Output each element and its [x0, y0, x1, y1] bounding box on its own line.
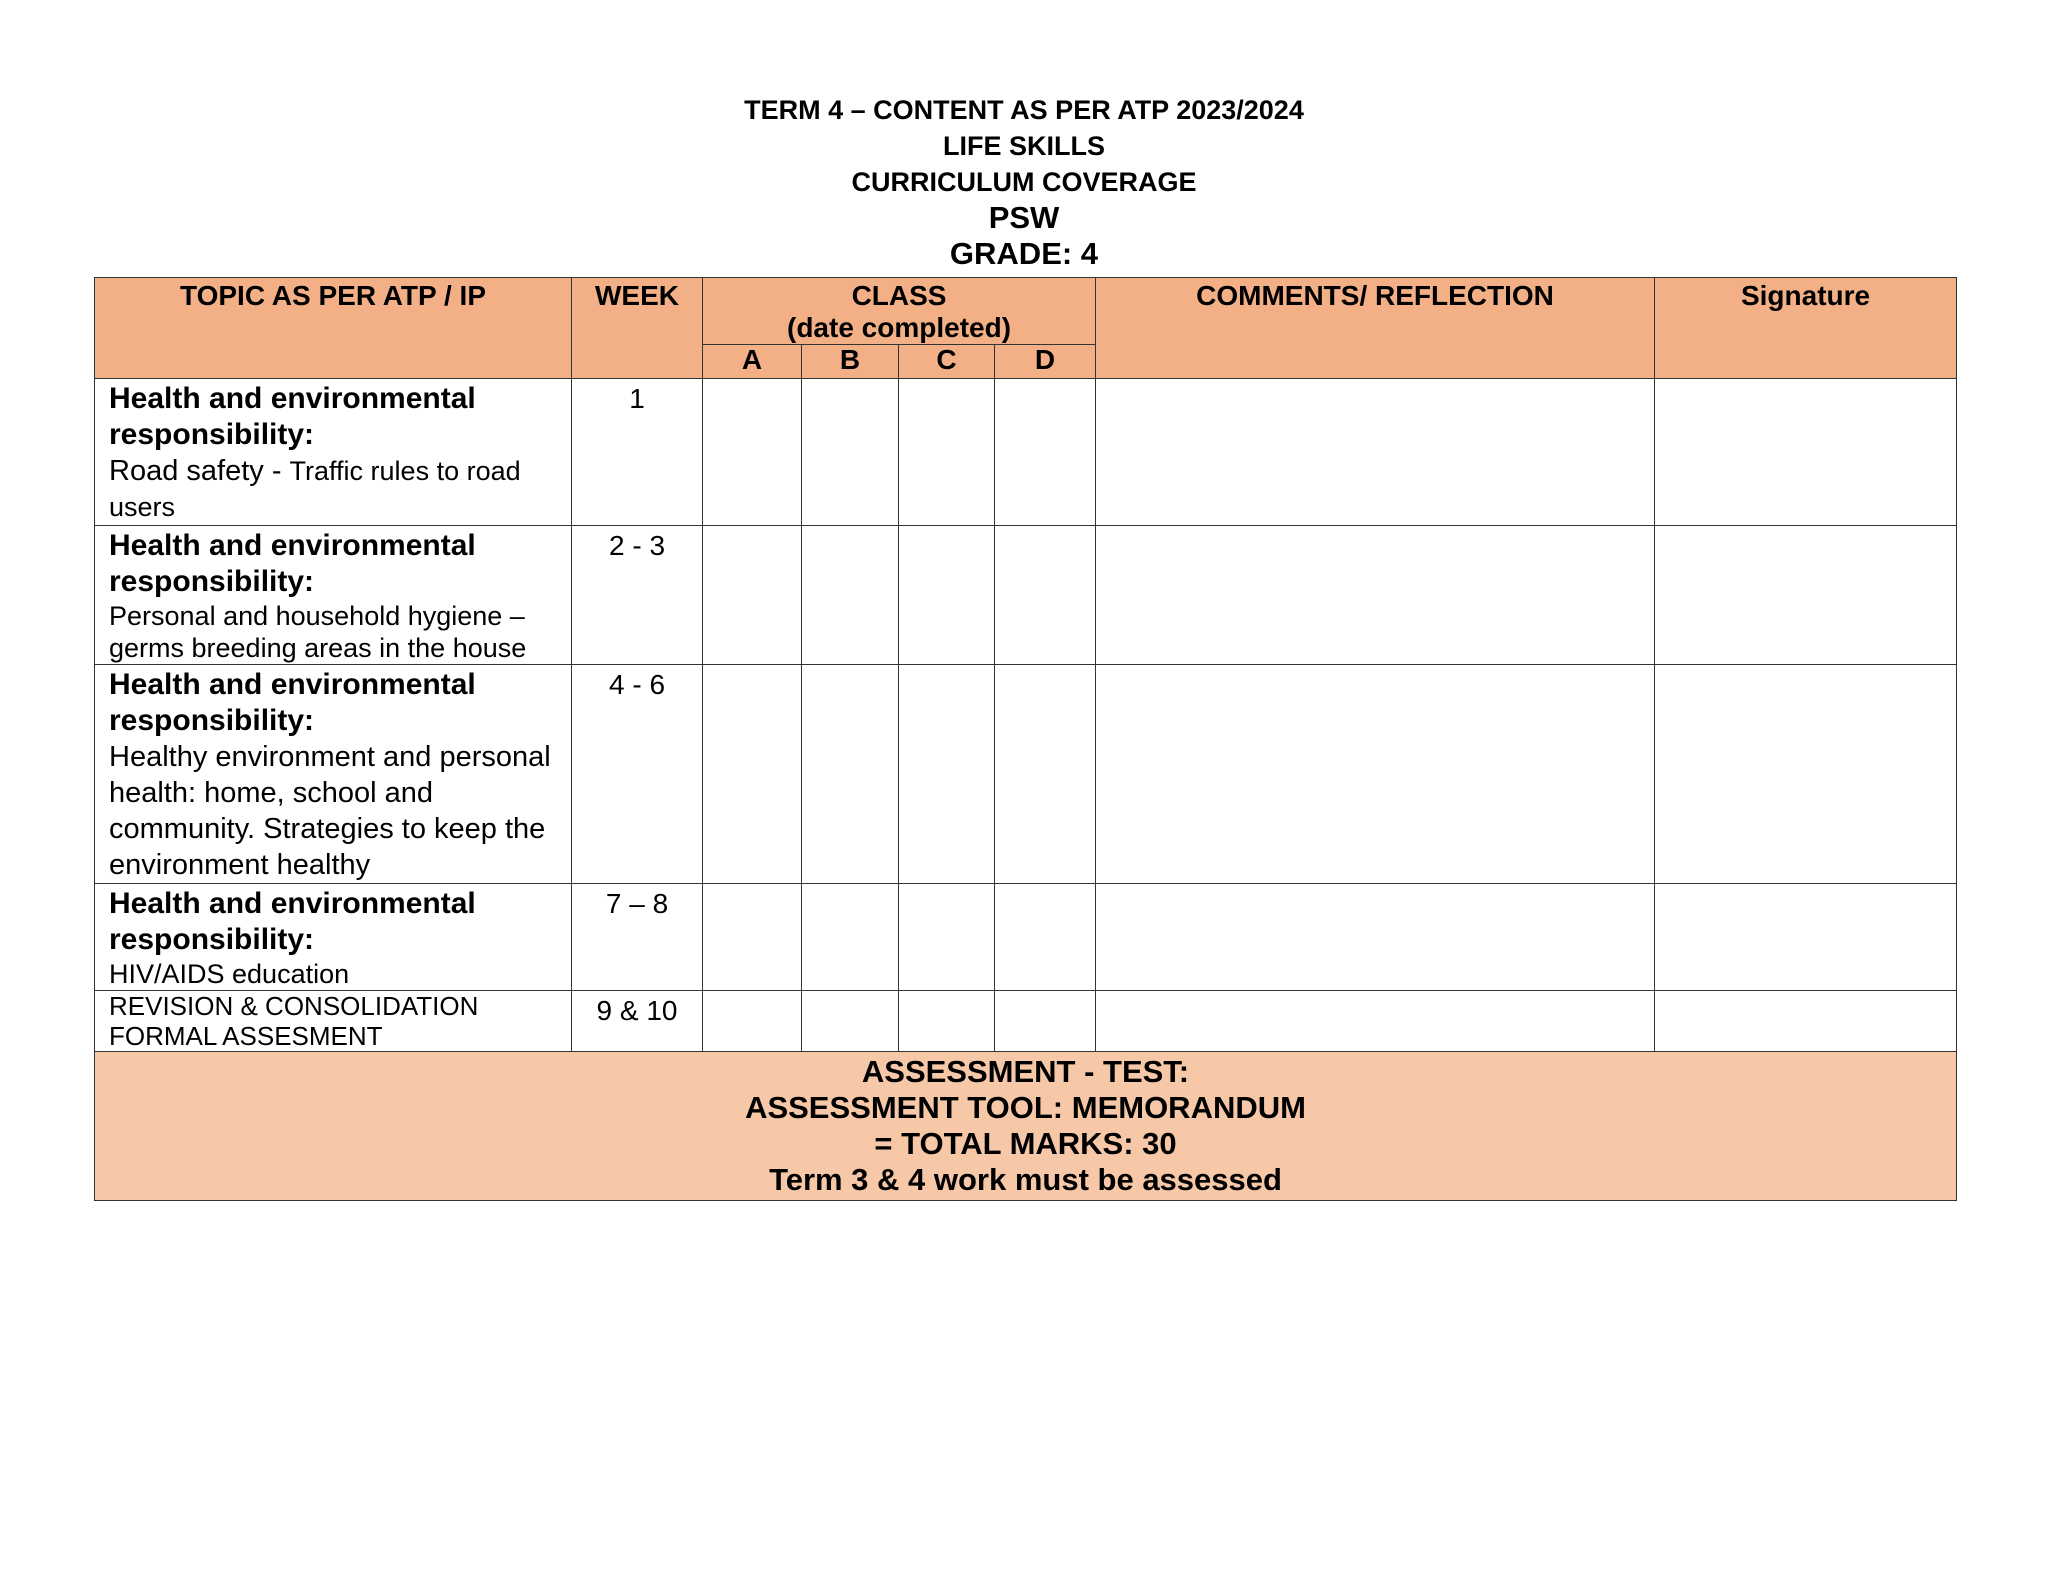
signature-cell[interactable] [1655, 884, 1957, 991]
header-class-sub: (date completed) [787, 312, 1012, 343]
topic-cell [95, 884, 572, 991]
week-cell: 4 - 6 [572, 665, 703, 884]
class-d-date-cell[interactable] [995, 665, 1096, 884]
class-a-date-cell[interactable] [703, 379, 802, 526]
header-class-d: D [995, 345, 1096, 379]
curriculum-coverage-table [94, 277, 1957, 1201]
class-a-date-cell[interactable] [703, 526, 802, 665]
class-b-date-cell[interactable] [802, 665, 899, 884]
title-term: TERM 4 – CONTENT AS PER ATP 2023/2024 [744, 95, 1304, 125]
topic-detail: Personal and household hygiene – germs breeding areas in the house [109, 601, 527, 663]
header-class-a: A [703, 345, 802, 379]
header-class-c: C [899, 345, 995, 379]
signature-cell[interactable] [1655, 665, 1957, 884]
class-a-date-cell[interactable] [703, 665, 802, 884]
week-cell: 7 – 8 [572, 884, 703, 991]
table-row [95, 665, 1957, 884]
assessment-footer-row [95, 1052, 1957, 1201]
class-b-date-cell[interactable] [802, 884, 899, 991]
week-cell: 9 & 10 [572, 991, 703, 1052]
table-row [95, 526, 1957, 665]
assessment-note: Term 3 & 4 work must be assessed [769, 1162, 1282, 1197]
header-class-label: CLASS [851, 280, 947, 311]
comments-cell[interactable] [1096, 665, 1655, 884]
title-psw: PSW [988, 200, 1060, 235]
title-subject: LIFE SKILLS [943, 131, 1105, 161]
header-week: WEEK [572, 278, 703, 379]
assessment-test: ASSESSMENT - TEST: [861, 1054, 1190, 1089]
class-c-date-cell[interactable] [899, 884, 995, 991]
topic-revision: REVISION & CONSOLIDATION [109, 991, 479, 1021]
topic-detail: HIV/AIDS education [109, 959, 350, 989]
topic-heading: Health and environmental responsibility: [109, 529, 476, 598]
topic-cell [95, 665, 572, 884]
class-d-date-cell[interactable] [995, 884, 1096, 991]
signature-cell[interactable] [1655, 526, 1957, 665]
topic-detail-lead: Road safety - [109, 455, 290, 487]
class-c-date-cell[interactable] [899, 379, 995, 526]
topic-cell [95, 379, 572, 526]
class-d-date-cell[interactable] [995, 379, 1096, 526]
class-d-date-cell[interactable] [995, 991, 1096, 1052]
total-marks: = TOTAL MARKS: 30 [874, 1126, 1177, 1161]
signature-cell[interactable] [1655, 991, 1957, 1052]
header-signature: Signature [1655, 278, 1957, 379]
class-a-date-cell[interactable] [703, 884, 802, 991]
class-a-date-cell[interactable] [703, 991, 802, 1052]
class-b-date-cell[interactable] [802, 379, 899, 526]
comments-cell[interactable] [1096, 526, 1655, 665]
comments-cell[interactable] [1096, 991, 1655, 1052]
week-cell: 2 - 3 [572, 526, 703, 665]
topic-heading: Health and environmental responsibility: [109, 382, 476, 451]
assessment-footer [95, 1052, 1957, 1201]
table-row [95, 884, 1957, 991]
assessment-tool: ASSESSMENT TOOL: MEMORANDUM [745, 1090, 1306, 1125]
class-b-date-cell[interactable] [802, 526, 899, 665]
class-c-date-cell[interactable] [899, 665, 995, 884]
header-topic: TOPIC AS PER ATP / IP [95, 278, 572, 379]
class-d-date-cell[interactable] [995, 526, 1096, 665]
table-row [95, 991, 1957, 1052]
topic-heading: Health and environmental responsibility: [109, 668, 476, 737]
topic-formal-assessment: FORMAL ASSESMENT [109, 1021, 383, 1051]
signature-cell[interactable] [1655, 379, 1957, 526]
week-cell: 1 [572, 379, 703, 526]
header-class-b: B [802, 345, 899, 379]
title-coverage: CURRICULUM COVERAGE [851, 167, 1197, 197]
table-row [95, 379, 1957, 526]
class-c-date-cell[interactable] [899, 526, 995, 665]
comments-cell[interactable] [1096, 379, 1655, 526]
topic-cell [95, 991, 572, 1052]
comments-cell[interactable] [1096, 884, 1655, 991]
topic-cell [95, 526, 572, 665]
document-titles [0, 92, 2048, 272]
topic-detail: Healthy environment and personal health: home, school and community. Strategies to keep the environment healthy [109, 741, 551, 881]
class-c-date-cell[interactable] [899, 991, 995, 1052]
topic-heading: Health and environmental responsibility: [109, 887, 476, 956]
header-comments: COMMENTS/ REFLECTION [1096, 278, 1655, 379]
header-class [703, 278, 1096, 345]
class-b-date-cell[interactable] [802, 991, 899, 1052]
title-grade: GRADE: 4 [949, 236, 1099, 271]
topic-detail: Traffic rules to road users [109, 456, 521, 522]
